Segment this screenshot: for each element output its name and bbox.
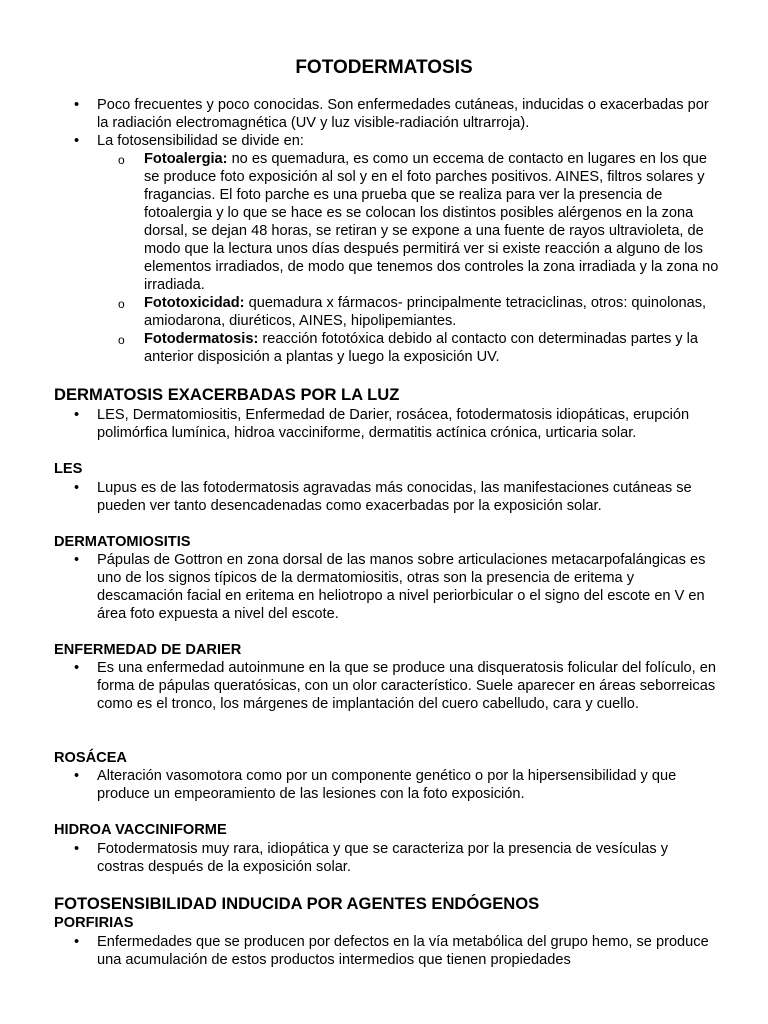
bullet-text: Es una enfermedad autoinmune en la que se produce una disqueratosis folicular del folículo, en forma de pápulas queratósicas, con un olor característico. Suele aparecer en áreas seborreicas como es el tronco, los márgenes de implantación del cuero cabelludo, cara y cuello. bbox=[97, 660, 717, 712]
subsection-heading: PORFIRIAS bbox=[54, 915, 134, 931]
subsection-heading: LES bbox=[54, 461, 83, 477]
term-text: no es quemadura, es como un eccema de contacto en lugares en los que se produce foto exposición al sol y en el foto parches positivos. AINES, filtros solares y fragancias. El foto parche es una prueba que se realiza para ver la presencia de fotoalergia y lo que se hace es se colocan los distintos posibles alérgenos en la zona dorsal, se dejan 48 horas, se retiran y se expone a una fuente de rayos ultravioleta, de modo que la lectura unos días después permitirá ver si existe reacción a alguno de los elementos irradiados, de modo que tenemos dos controles la zona irradiada y la zona no irradiada. bbox=[144, 151, 719, 293]
bullet-text: Alteración vasomotora como por un componente genético o por la hipersensibilidad y que produce un empeoramiento de las lesiones con la foto exposición. bbox=[97, 768, 677, 802]
section-list bbox=[54, 406, 719, 442]
list-item bbox=[54, 132, 719, 366]
intro-bullet-text: La fotosensibilidad se divide en: bbox=[97, 133, 304, 149]
bullet-text: Pápulas de Gottron en zona dorsal de las manos sobre articulaciones metacarpofalángicas es uno de los signos típicos de la dermatomiositis, otras son la presencia de eritema y descamación facial en eritema en heliotropo a nivel periorbicular o el signo del escote en V en área foto expuesta a nivel del escote. bbox=[97, 552, 706, 622]
section-list bbox=[54, 933, 719, 969]
section-list bbox=[54, 551, 719, 623]
term-label: Fotodermatosis: bbox=[144, 331, 259, 347]
bullet-text: Fotodermatosis muy rara, idiopática y que se caracteriza por la presencia de vesículas y costras después de la exposición solar. bbox=[97, 841, 669, 875]
list-item bbox=[54, 840, 719, 876]
list-item bbox=[97, 294, 719, 330]
subsection-heading: ENFERMEDAD DE DARIER bbox=[54, 642, 242, 658]
intro-bullet-text: Poco frecuentes y poco conocidas. Son enfermedades cutáneas, inducidas o exacerbadas por la radiación electromagnética (UV y luz visible-radiación ultrarroja). bbox=[97, 97, 709, 131]
section-list bbox=[54, 479, 719, 515]
section-list bbox=[54, 840, 719, 876]
section-heading: FOTOSENSIBILIDAD INDUCIDA POR AGENTES ENDÓGENOS bbox=[54, 894, 540, 913]
sublist bbox=[97, 150, 719, 366]
bullet-text: Enfermedades que se producen por defectos en la vía metabólica del grupo hemo, se produce una acumulación de estos productos intermedios que tienen propiedades bbox=[97, 934, 709, 968]
subsection-heading: DERMATOMIOSITIS bbox=[54, 534, 191, 550]
list-item bbox=[54, 933, 719, 969]
list-item bbox=[97, 330, 719, 366]
term-label: Fototoxicidad: bbox=[144, 295, 245, 311]
section-heading: DERMATOSIS EXACERBADAS POR LA LUZ bbox=[54, 385, 400, 404]
term-text: quemadura x fármacos- principalmente tetraciclinas, otros: quinolonas, amiodarona, diuréticos, AINES, hipolipemiantes. bbox=[144, 295, 707, 329]
list-item bbox=[54, 479, 719, 515]
document-title: FOTODERMATOSIS bbox=[295, 57, 473, 78]
section-list bbox=[54, 767, 719, 803]
intro-list bbox=[54, 96, 719, 366]
term-label: Fotoalergia: bbox=[144, 151, 228, 167]
subsection-heading: ROSÁCEA bbox=[54, 750, 127, 766]
list-item bbox=[54, 659, 719, 713]
list-item bbox=[54, 767, 719, 803]
list-item bbox=[54, 551, 719, 623]
bullet-text: LES, Dermatomiositis, Enfermedad de Darier, rosácea, fotodermatosis idiopáticas, erupción polimórfica lumínica, hidroa vacciniforme, dermatitis actínica crónica, urticaria solar. bbox=[97, 407, 690, 441]
list-item bbox=[54, 406, 719, 442]
bullet-text: Lupus es de las fotodermatosis agravadas más conocidas, las manifestaciones cutáneas se pueden ver tanto desencadenadas como exacerbadas por la exposición solar. bbox=[97, 480, 692, 514]
section-list bbox=[54, 659, 719, 713]
list-item bbox=[54, 96, 719, 132]
subsection-heading: HIDROA VACCINIFORME bbox=[54, 822, 227, 838]
term-text: reacción fototóxica debido al contacto con determinadas partes y la anterior disposición a plantas y luego la exposición UV. bbox=[144, 331, 699, 365]
list-item bbox=[97, 150, 719, 294]
